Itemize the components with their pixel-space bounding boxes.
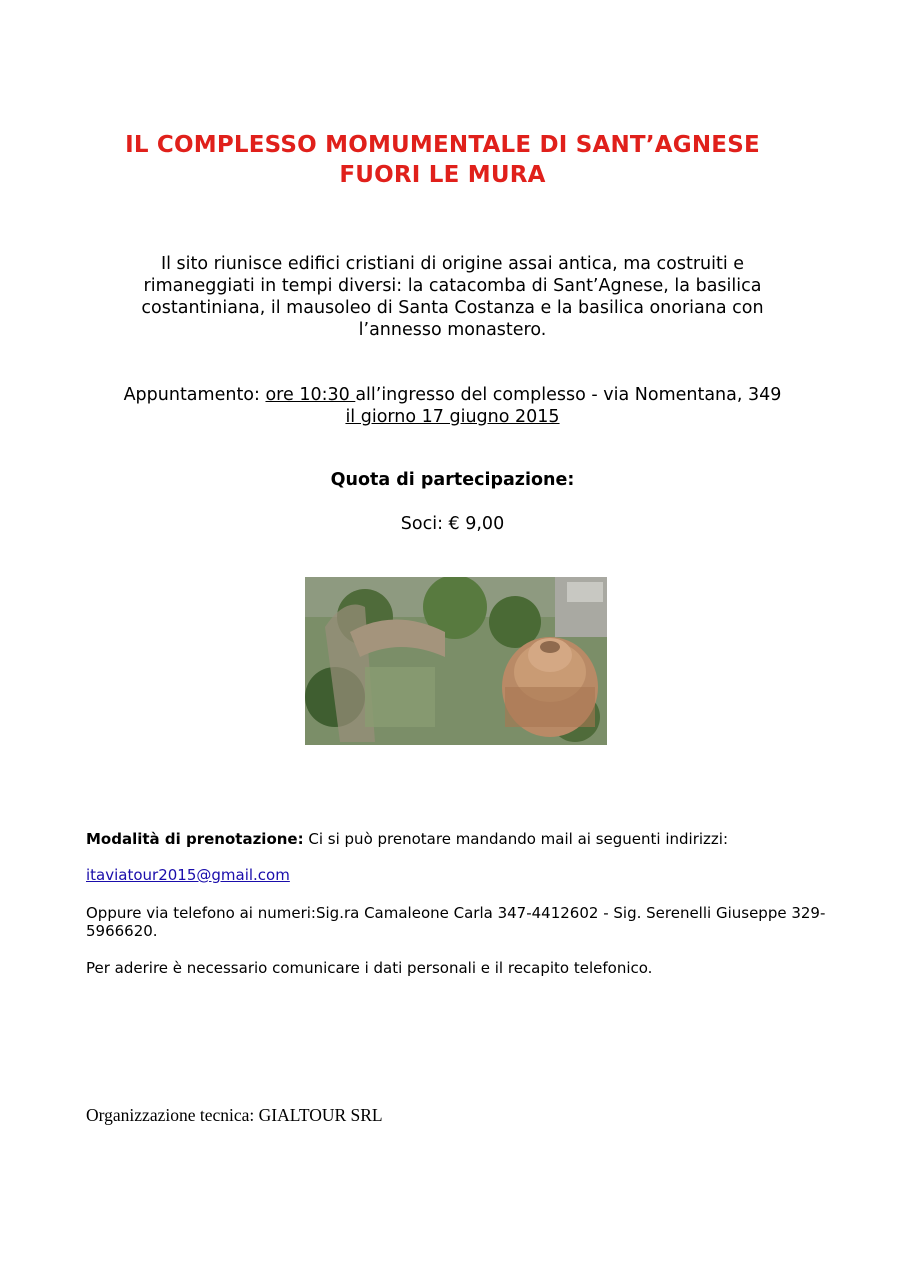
appointment-place: all’ingresso del complesso - via Nomentana, 349 <box>355 385 782 405</box>
soci-price: Soci: € 9,00 <box>400 514 505 534</box>
booking-label: Modalità di prenotazione: <box>86 830 304 848</box>
title-line-1: IL COMPLESSO MOMUMENTALE DI SANT’AGNESE <box>125 132 760 158</box>
appointment-line <box>0 384 905 406</box>
page-title <box>0 130 885 190</box>
aerial-photo-image <box>305 577 607 745</box>
intro-paragraph: Il sito riunisce edifici cristiani di origine assai antica, ma costruiti e rimaneggiati in tempi diversi: la catacomba di Sant’Agnese, la basilica costantiniana, il mausoleo di Santa Costanza e la basilica onoriana con l’annesso monastero. <box>141 254 764 340</box>
appointment-time: ore 10:30 <box>265 385 356 405</box>
booking-email-link[interactable]: itaviatour2015@gmail.com <box>86 866 290 884</box>
aerial-photo <box>305 577 607 745</box>
booking-line <box>86 830 826 848</box>
quota-heading: Quota di partecipazione: <box>330 470 575 490</box>
title-line-2: FUORI LE MURA <box>339 162 546 188</box>
footer-organization: Organizzazione tecnica: GIALTOUR SRL <box>86 1105 383 1125</box>
booking-adhere-note: Per aderire è necessario comunicare i dati personali e il recapito telefonico. <box>86 959 653 977</box>
appointment-label: Appuntamento: <box>123 385 266 405</box>
appointment-date: il giorno 17 giugno 2015 <box>345 407 560 427</box>
booking-phone: Oppure via telefono ai numeri:Sig.ra Camaleone Carla 347-4412602 - Sig. Serenelli Giuseppe 329-5966620. <box>86 904 826 940</box>
booking-text: Ci si può prenotare mandando mail ai seguenti indirizzi: <box>303 830 729 848</box>
appointment-block <box>0 384 905 428</box>
